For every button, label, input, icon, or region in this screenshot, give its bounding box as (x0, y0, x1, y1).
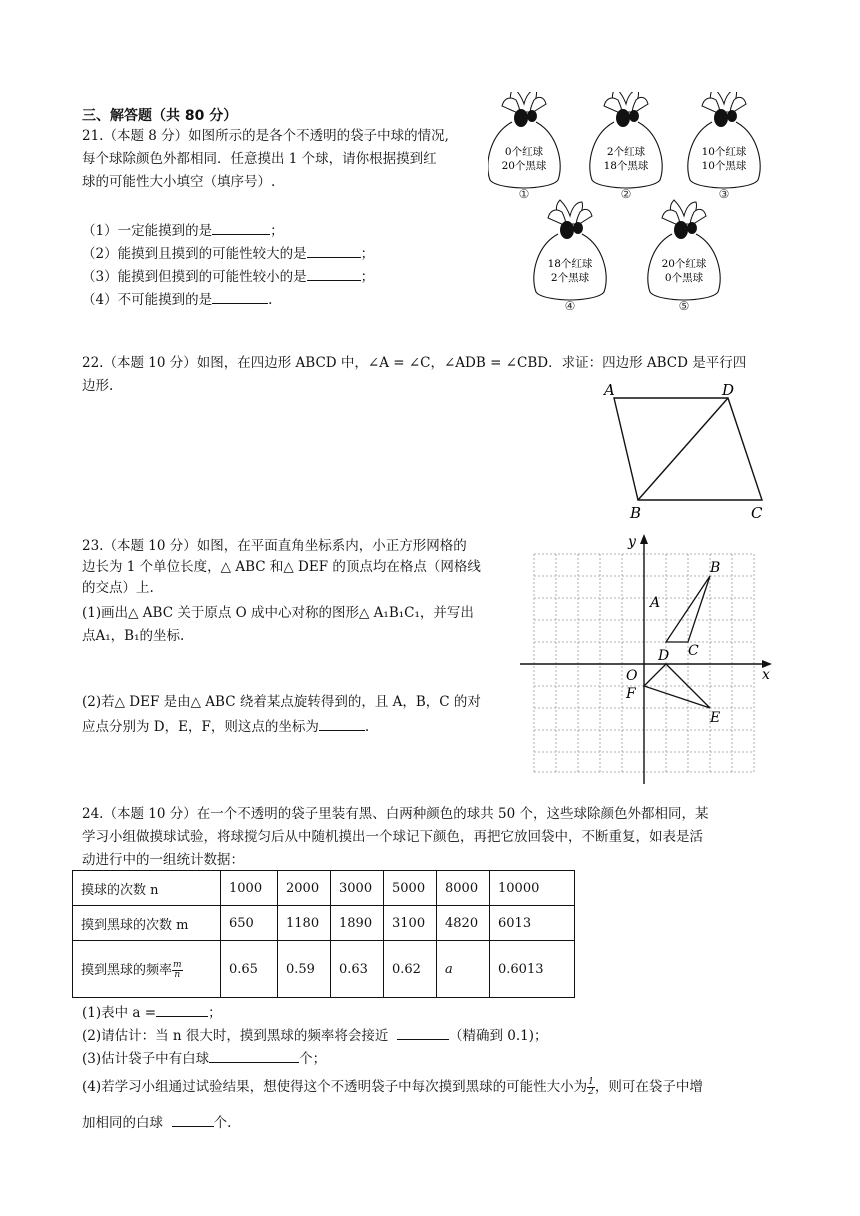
bag-4 (534, 200, 606, 313)
svg-text:20个红球: 20个红球 (661, 258, 707, 270)
coordinate-grid-figure (516, 530, 776, 785)
q23-line3: 的交点）上. (82, 580, 154, 596)
q24-line2: 学习小组做摸球试验，将球搅匀后从中随机摸出一个球记下颜色，再把它放回袋中，不断重复，如表是活 (82, 829, 703, 845)
svg-text:2个黑球: 2个黑球 (550, 272, 590, 284)
row-header: 摸到黑球的次数 m (73, 906, 221, 941)
row-header: 摸球的次数 n (73, 871, 221, 906)
svg-text:y: y (628, 534, 636, 550)
table-row: 摸到黑球的次数 m 650 1180 1890 3100 4820 6013 (73, 906, 575, 941)
table-row: 摸到黑球的频率 $\frac{m}{n}$ 0.65 0.59 0.63 0.62 a 0.6013 (73, 941, 575, 998)
q21-line1: 21.（本题 8 分）如图所示的是各个不透明的袋子中球的情况, (82, 128, 449, 144)
q21-line2: 每个球除颜色外都相同．任意摸出 1 个球，请你根据摸到红 (82, 151, 437, 167)
svg-text:⑤: ⑤ (678, 299, 690, 313)
triangle-ABC (666, 576, 710, 642)
q21-item-1: （1）一定能摸到的是 ； (82, 220, 284, 240)
answer-blank[interactable] (172, 1112, 214, 1127)
svg-text:B: B (710, 560, 721, 576)
triangle-DEF (644, 664, 710, 708)
svg-text:20个黑球: 20个黑球 (501, 160, 547, 172)
svg-text:18个红球: 18个红球 (547, 258, 593, 270)
quadrilateral-figure (596, 378, 776, 520)
bag-3 (688, 92, 760, 201)
svg-text:10个红球: 10个红球 (701, 146, 747, 158)
svg-text:0个黑球: 0个黑球 (664, 272, 704, 284)
svg-text:18个黑球: 18个黑球 (603, 160, 649, 172)
svg-text:D: D (658, 648, 670, 664)
q22-line2: 边形. (82, 378, 114, 394)
bag-2 (590, 92, 662, 201)
bags-figure (488, 92, 768, 322)
q24-line1: 24.（本题 10 分）在一个不透明的袋子里装有黑、白两种颜色的球共 50 个，这些球除颜色外都相同，某 (82, 806, 709, 822)
table-row: 摸球的次数 n 1000 2000 3000 5000 8000 10000 (73, 871, 575, 906)
vertex-B: B (630, 504, 642, 520)
vertex-C: C (751, 504, 763, 520)
svg-text:2个红球: 2个红球 (606, 146, 646, 158)
answer-blank[interactable] (307, 266, 361, 281)
q21-item-4: （4）不可能摸到的是 . (82, 289, 272, 309)
answer-blank[interactable] (397, 1025, 449, 1040)
bag-1 (488, 92, 560, 201)
vertex-D: D (722, 381, 735, 399)
svg-text:③: ③ (718, 187, 730, 201)
svg-text:①: ① (518, 187, 530, 201)
q21-item-2: （2）能摸到且摸到的可能性较大的是 ； (82, 243, 374, 263)
q21-item-3: （3）能摸到但摸到的可能性较小的是 ； (82, 266, 374, 286)
svg-text:F: F (626, 686, 636, 702)
svg-text:C: C (688, 643, 699, 659)
q24-line3: 动进行中的一组统计数据： (82, 852, 244, 868)
svg-text:④: ④ (564, 299, 576, 313)
vertex-A: A (604, 381, 615, 399)
section-title: 三、解答题（共 80 分） (82, 108, 238, 124)
answer-blank[interactable] (319, 716, 365, 731)
svg-text:E: E (710, 710, 721, 726)
q24-sub4-line2: 加相同的白球 个. (82, 1112, 231, 1132)
q23-part2-line2: 应点分别为 D，E，F，则这点的坐标为 . (82, 716, 369, 736)
bag-5 (648, 200, 720, 313)
q23-part2-line1: (2)若△ DEF 是由△ ABC 绕着某点旋转得到的，且 A，B，C 的对 (82, 694, 481, 710)
frequency-table (72, 870, 575, 998)
q23-part1-line1: (1)画出△ ABC 关于原点 O 成中心对称的图形△ A₁B₁C₁，并写出 (82, 605, 474, 621)
answer-blank[interactable] (209, 1048, 299, 1063)
row-header: 摸到黑球的频率 $\frac{m}{n}$ (73, 941, 221, 998)
answer-blank[interactable] (307, 243, 361, 258)
q22-line1: 22.（本题 10 分）如图，在四边形 ABCD 中，∠A = ∠C，∠ADB = ∠CBD．求证：四边形 ABCD 是平行四 (82, 355, 747, 371)
q21-line3: 球的可能性大小填空（填序号）. (82, 174, 276, 190)
svg-text:A: A (650, 595, 661, 611)
q23-line2: 边长为 1 个单位长度，△ ABC 和△ DEF 的顶点均在格点（网格线 (82, 559, 481, 575)
q24-sub2: (2)请估计：当 n 很大时，摸到黑球的频率将会接近 （精确到 0.1)； (82, 1025, 548, 1045)
q24-sub4: (4)若学习小组通过试验结果，想使得这个不透明袋子中每次摸到黑球的可能性大小为 $\frac{1}{2}$ ，则可在袋子中增 (82, 1077, 703, 1097)
svg-text:10个黑球: 10个黑球 (701, 160, 747, 172)
q24-sub3: (3)估计袋子中有白球 个； (82, 1048, 326, 1068)
answer-blank[interactable] (156, 1002, 208, 1017)
q23-part1-line2: 点A₁，B₁的坐标. (82, 628, 185, 644)
answer-blank[interactable] (212, 289, 268, 304)
svg-text:x: x (762, 667, 770, 683)
q24-sub1: (1)表中 a = ； (82, 1002, 222, 1022)
answer-blank[interactable] (212, 220, 270, 235)
svg-text:0个红球: 0个红球 (504, 146, 544, 158)
q23-line1: 23.（本题 10 分）如图，在平面直角坐标系内，小正方形网格的 (82, 538, 467, 554)
svg-text:O: O (626, 668, 638, 684)
svg-text:②: ② (620, 187, 632, 201)
